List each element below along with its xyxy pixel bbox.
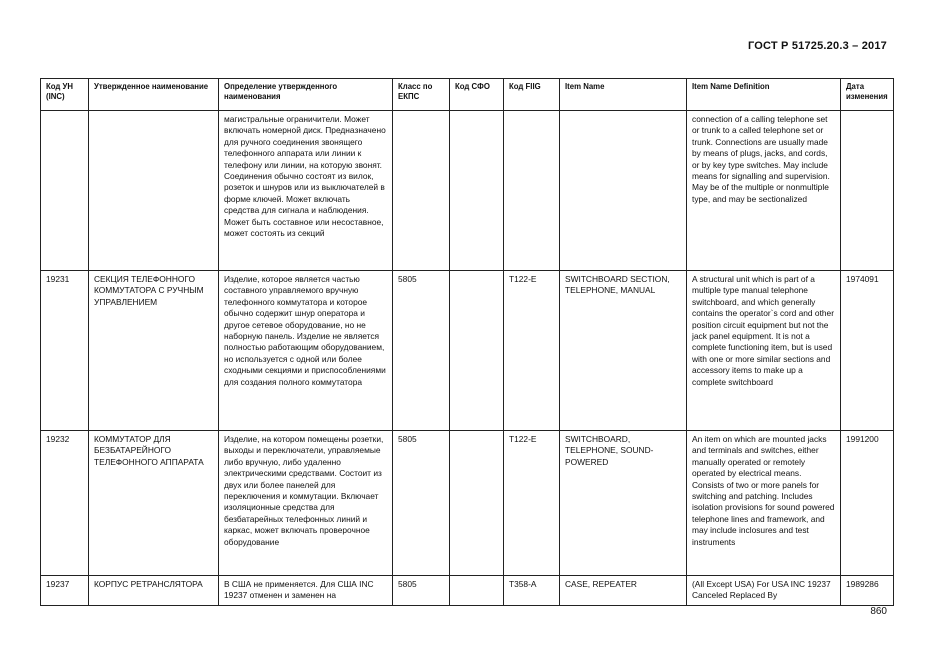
cell-class: 5805 — [393, 271, 450, 431]
cell-item-definition: connection of a calling telephone set or trunk to a called telephone set or trunk. Connections are usually made by means of plugs, jacks, and cords, or by key type switches. May include means for signalling and supervision. May be of the multiple or nonmultiple type, and may be sectionalized — [687, 111, 841, 271]
page-number: 860 — [870, 606, 887, 617]
col-header-name-ru: Утвержденное наименование — [89, 79, 219, 111]
cell-definition-ru: Изделие, на котором помещены розетки, выходы и переключатели, управляемые либо вручную, либо удаленно электрическими средствами. Состоит из двух или более панелей для переключения и коммутации. Включает изоляционные средства для безбатарейных телефонных линий и каркас, может включать проверочное оборудование — [219, 431, 393, 576]
col-header-sfo: Код СФО — [450, 79, 504, 111]
cell-inc: 19232 — [41, 431, 89, 576]
cell-class — [393, 111, 450, 271]
cell-item-name: SWITCHBOARD SECTION, TELEPHONE, MANUAL — [560, 271, 687, 431]
cell-item-definition: An item on which are mounted jacks and terminals and switches, either manually operated or remotely operated by electrical means. Consists of two or more panels for switching and patching. Includes isolation provisions for sound powered telephone lines and framework, and may include inclosures and test instruments — [687, 431, 841, 576]
col-header-definition-ru: Определение утвержденного наименования — [219, 79, 393, 111]
cell-class: 5805 — [393, 576, 450, 606]
col-header-date: Дата изменения — [841, 79, 894, 111]
cell-fiig: T122-E — [504, 271, 560, 431]
cell-item-definition: A structural unit which is part of a multiple type manual telephone switchboard, and which generally contains the operator`s cord and other position circuit equipment but not the jack panel equipment. It is not a complete functioning item, but is used with one or more similar sections and accessory items to make up a complete switchboard — [687, 271, 841, 431]
cell-item-definition: (All Except USA) For USA INC 19237 Canceled Replaced By — [687, 576, 841, 606]
col-header-fiig: Код FIIG — [504, 79, 560, 111]
cell-sfo — [450, 271, 504, 431]
cell-name-ru: СЕКЦИЯ ТЕЛЕФОННОГО КОММУТАТОРА С РУЧНЫМ УПРАВЛЕНИЕМ — [89, 271, 219, 431]
cell-date: 1974091 — [841, 271, 894, 431]
cell-name-ru: КОММУТАТОР ДЛЯ БЕЗБАТАРЕЙНОГО ТЕЛЕФОННОГО АППАРАТА — [89, 431, 219, 576]
cell-definition-ru: магистральные ограничители. Может включать номерной диск. Предназначено для ручного соединения звонящего телефонного аппарата или линии к телефону или линии, на которую звонят. Соединения обычно состоят из вилок, розеток и шнуров или из выключателей в форме ключей. Может включать средства для сигнала и наблюдения. Может быть составное или несоставное, может состоять из секций — [219, 111, 393, 271]
cell-sfo — [450, 576, 504, 606]
cell-fiig: T358-A — [504, 576, 560, 606]
table-row — [41, 271, 894, 431]
cell-item-name: SWITCHBOARD, TELEPHONE, SOUND-POWERED — [560, 431, 687, 576]
cell-fiig: T122-E — [504, 431, 560, 576]
table-row — [41, 111, 894, 271]
cell-definition-ru: В США не применяется. Для США INC 19237 отменен и заменен на — [219, 576, 393, 606]
col-header-inc: Код УН (INC) — [41, 79, 89, 111]
col-header-item-definition: Item Name Definition — [687, 79, 841, 111]
cell-name-ru: КОРПУС РЕТРАНСЛЯТОРА — [89, 576, 219, 606]
cell-definition-ru: Изделие, которое является частью составного управляемого вручную телефонного коммутатора и которое обычно содержит шнур оператора и другое сетевое оборудование, но не наборную панель. Изделие не является полностью работающим оборудованием, но используется с одной или более сходными секциями и приспособлениями для создания полного коммутатора — [219, 271, 393, 431]
table-row — [41, 576, 894, 606]
col-header-item-name: Item Name — [560, 79, 687, 111]
table-row — [41, 431, 894, 576]
cell-inc: 19231 — [41, 271, 89, 431]
table-header-row — [41, 79, 894, 111]
cell-sfo — [450, 111, 504, 271]
cell-sfo — [450, 431, 504, 576]
cell-inc: 19237 — [41, 576, 89, 606]
cell-fiig — [504, 111, 560, 271]
cell-item-name: CASE, REPEATER — [560, 576, 687, 606]
cell-name-ru — [89, 111, 219, 271]
cell-date: 1989286 — [841, 576, 894, 606]
cell-item-name — [560, 111, 687, 271]
cell-date — [841, 111, 894, 271]
col-header-class: Класс по ЕКПС — [393, 79, 450, 111]
cell-date: 1991200 — [841, 431, 894, 576]
cell-inc — [41, 111, 89, 271]
cell-class: 5805 — [393, 431, 450, 576]
catalog-table — [40, 78, 894, 606]
document-code: ГОСТ Р 51725.20.3 – 2017 — [747, 40, 887, 52]
